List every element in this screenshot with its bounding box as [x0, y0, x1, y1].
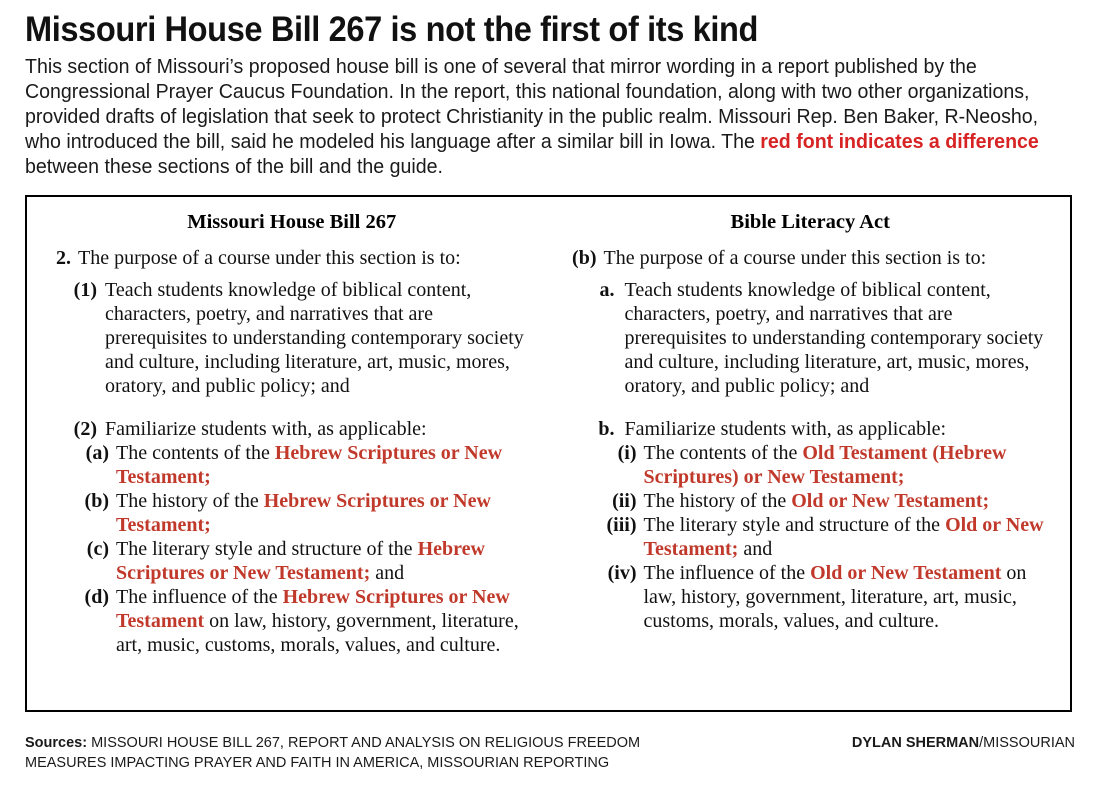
- left-sub-b-text: [116, 489, 539, 537]
- column-right-title: Bible Literacy Act: [730, 211, 890, 233]
- left-item-1-marker: (1): [73, 279, 97, 302]
- left-item-2-row: [45, 417, 539, 441]
- left-sub-c-text: [116, 537, 539, 585]
- right-sub-iv-post: on law, history, government, literature, art, music, customs, morals, values, and culture.: [643, 562, 1027, 633]
- right-sub-i-marker: (i): [617, 441, 637, 464]
- left-sub-c-diff: Hebrew Scriptures or New Testament;: [116, 538, 485, 585]
- byline-outlet: /MISSOURIAN: [979, 735, 1075, 751]
- left-item-2-text: Familiarize students with, as applicable:: [105, 417, 427, 440]
- right-sub-i-diff: Old Testament (Hebrew Scriptures) or New Testament;: [643, 441, 1007, 488]
- byline: [852, 733, 1075, 753]
- page-title: Missouri House Bill 267 is not the first of its kind: [25, 10, 759, 49]
- left-paragraph-gap: [45, 399, 539, 417]
- left-sub-a-pre: The contents of the: [116, 441, 275, 464]
- standfirst-paragraph: [25, 54, 1039, 179]
- right-item-2-text: Familiarize students with, as applicable:: [624, 417, 947, 440]
- left-sub-d-marker: (d): [84, 586, 109, 609]
- right-item-1-row: [565, 278, 1057, 398]
- right-lead-row: [565, 246, 1057, 270]
- right-sub-item-iv: [565, 561, 1057, 633]
- right-lead-text: The purpose of a course under this section is to:: [603, 247, 987, 269]
- right-sub-ii-diff: Old or New Testament;: [791, 489, 990, 512]
- right-sub-item-ii: [565, 489, 1057, 513]
- byline-author: DYLAN SHERMAN: [851, 735, 980, 751]
- right-sub-iv-pre: The influence of the: [643, 562, 811, 585]
- red-font-legend: red font indicates a difference: [760, 130, 1039, 153]
- right-sub-iii-text: [644, 513, 1057, 561]
- left-sub-a-marker: (a): [85, 441, 109, 464]
- right-item-2-marker: b.: [598, 417, 615, 440]
- right-sub-iv-diff: Old or New Testament: [810, 562, 1002, 585]
- right-sub-iv-marker: (iv): [607, 562, 637, 585]
- headline-block: [0, 0, 1107, 179]
- left-item-2-marker: (2): [73, 417, 97, 440]
- column-bible-literacy-act: [549, 197, 1071, 710]
- footer: [25, 733, 1075, 773]
- right-sub-ii-text: [644, 489, 1057, 513]
- right-sub-item-iii: [565, 513, 1057, 561]
- left-lead-marker: 2.: [56, 247, 71, 269]
- right-sub-iii-post: and: [738, 538, 773, 561]
- clipped-bottom-strip: [0, 800, 1107, 807]
- right-item-1-marker: a.: [599, 279, 615, 302]
- right-lead-marker: (b): [572, 247, 597, 269]
- right-sub-item-i: [565, 441, 1057, 489]
- left-sub-d-diff: Hebrew Scriptures or New Testament: [116, 586, 510, 633]
- right-sub-ii-marker: (ii): [612, 489, 637, 512]
- column-missouri-house-bill-267: [27, 197, 549, 710]
- right-sub-iii-pre: The literary style and structure of the: [643, 513, 946, 536]
- left-sub-c-post: and: [370, 562, 405, 585]
- right-paragraph-gap: [565, 399, 1057, 417]
- right-sub-ii-pre: The history of the: [643, 489, 792, 512]
- right-sub-i-pre: The contents of the: [643, 441, 803, 464]
- left-item-1-text: Teach students knowledge of biblical content, characters, poetry, and narratives that are prerequisites to understanding contemporary society and culture, including literature, art, music, mores, oratory, and public policy; and: [105, 279, 524, 398]
- standfirst-part-1: This section of Missouri’s proposed house bill is one of several that mirror wording in a report published by the Congressional Prayer Caucus Foundation. In the report, this national foundation, along with two other organizations, provided drafts of legislation that seek to protect Christianity in the public realm. Missouri Rep. Ben Baker, R-Neosho, who introduced the bill, said he modeled his language after a similar bill in Iowa. The: [25, 55, 1039, 153]
- right-sub-i-text: [644, 441, 1057, 489]
- left-sub-item-d: [45, 585, 539, 657]
- column-left-title: Missouri House Bill 267: [187, 211, 397, 233]
- left-sub-item-a: [45, 441, 539, 489]
- left-sub-a-text: [116, 441, 539, 489]
- left-sub-c-pre: The literary style and structure of the: [116, 538, 418, 561]
- clipped-fragment-left: [8, 800, 11, 807]
- sources-note: [25, 733, 665, 773]
- left-sub-a-diff: Hebrew Scriptures or New Testament;: [116, 441, 503, 488]
- left-sub-item-b: [45, 489, 539, 537]
- left-sub-b-diff: Hebrew Scriptures or New Testament;: [116, 489, 491, 536]
- standfirst-part-2: between these sections of the bill and the guide.: [25, 155, 443, 178]
- right-sub-iii-diff: Old or New Testament;: [643, 513, 1044, 561]
- comparison-box: [25, 195, 1072, 712]
- left-lead-row: [45, 246, 539, 270]
- left-lead-text: The purpose of a course under this section is to:: [78, 247, 461, 269]
- left-item-1-row: [45, 278, 539, 398]
- sources-label: Sources:: [25, 735, 88, 751]
- left-sub-c-marker: (c): [86, 538, 109, 561]
- clipped-fragment-right: [830, 800, 833, 807]
- left-sub-b-marker: (b): [84, 489, 109, 512]
- right-item-2-row: [565, 417, 1057, 441]
- left-sub-b-pre: The history of the: [116, 489, 264, 512]
- right-sub-iii-marker: (iii): [606, 513, 637, 536]
- left-sub-d-text: [116, 585, 539, 657]
- left-sub-d-pre: The influence of the: [116, 586, 283, 609]
- clipped-fragment-center: [540, 800, 543, 807]
- right-sub-iv-text: [644, 561, 1057, 633]
- left-sub-item-c: [45, 537, 539, 585]
- right-item-1-text: Teach students knowledge of biblical content, characters, poetry, and narratives that are prerequisites to understanding contemporary society and culture, including literature, art, music, mores, oratory, and public policy; and: [624, 279, 1044, 398]
- sources-text: MISSOURI HOUSE BILL 267, REPORT AND ANALYSIS ON RELIGIOUS FREEDOM MEASURES IMPACTING PRAYER AND FAITH IN AMERICA, MISSOURIAN REPORTING: [25, 735, 641, 771]
- left-sub-d-post: on law, history, government, literature, art, music, customs, morals, values, and culture.: [116, 610, 519, 657]
